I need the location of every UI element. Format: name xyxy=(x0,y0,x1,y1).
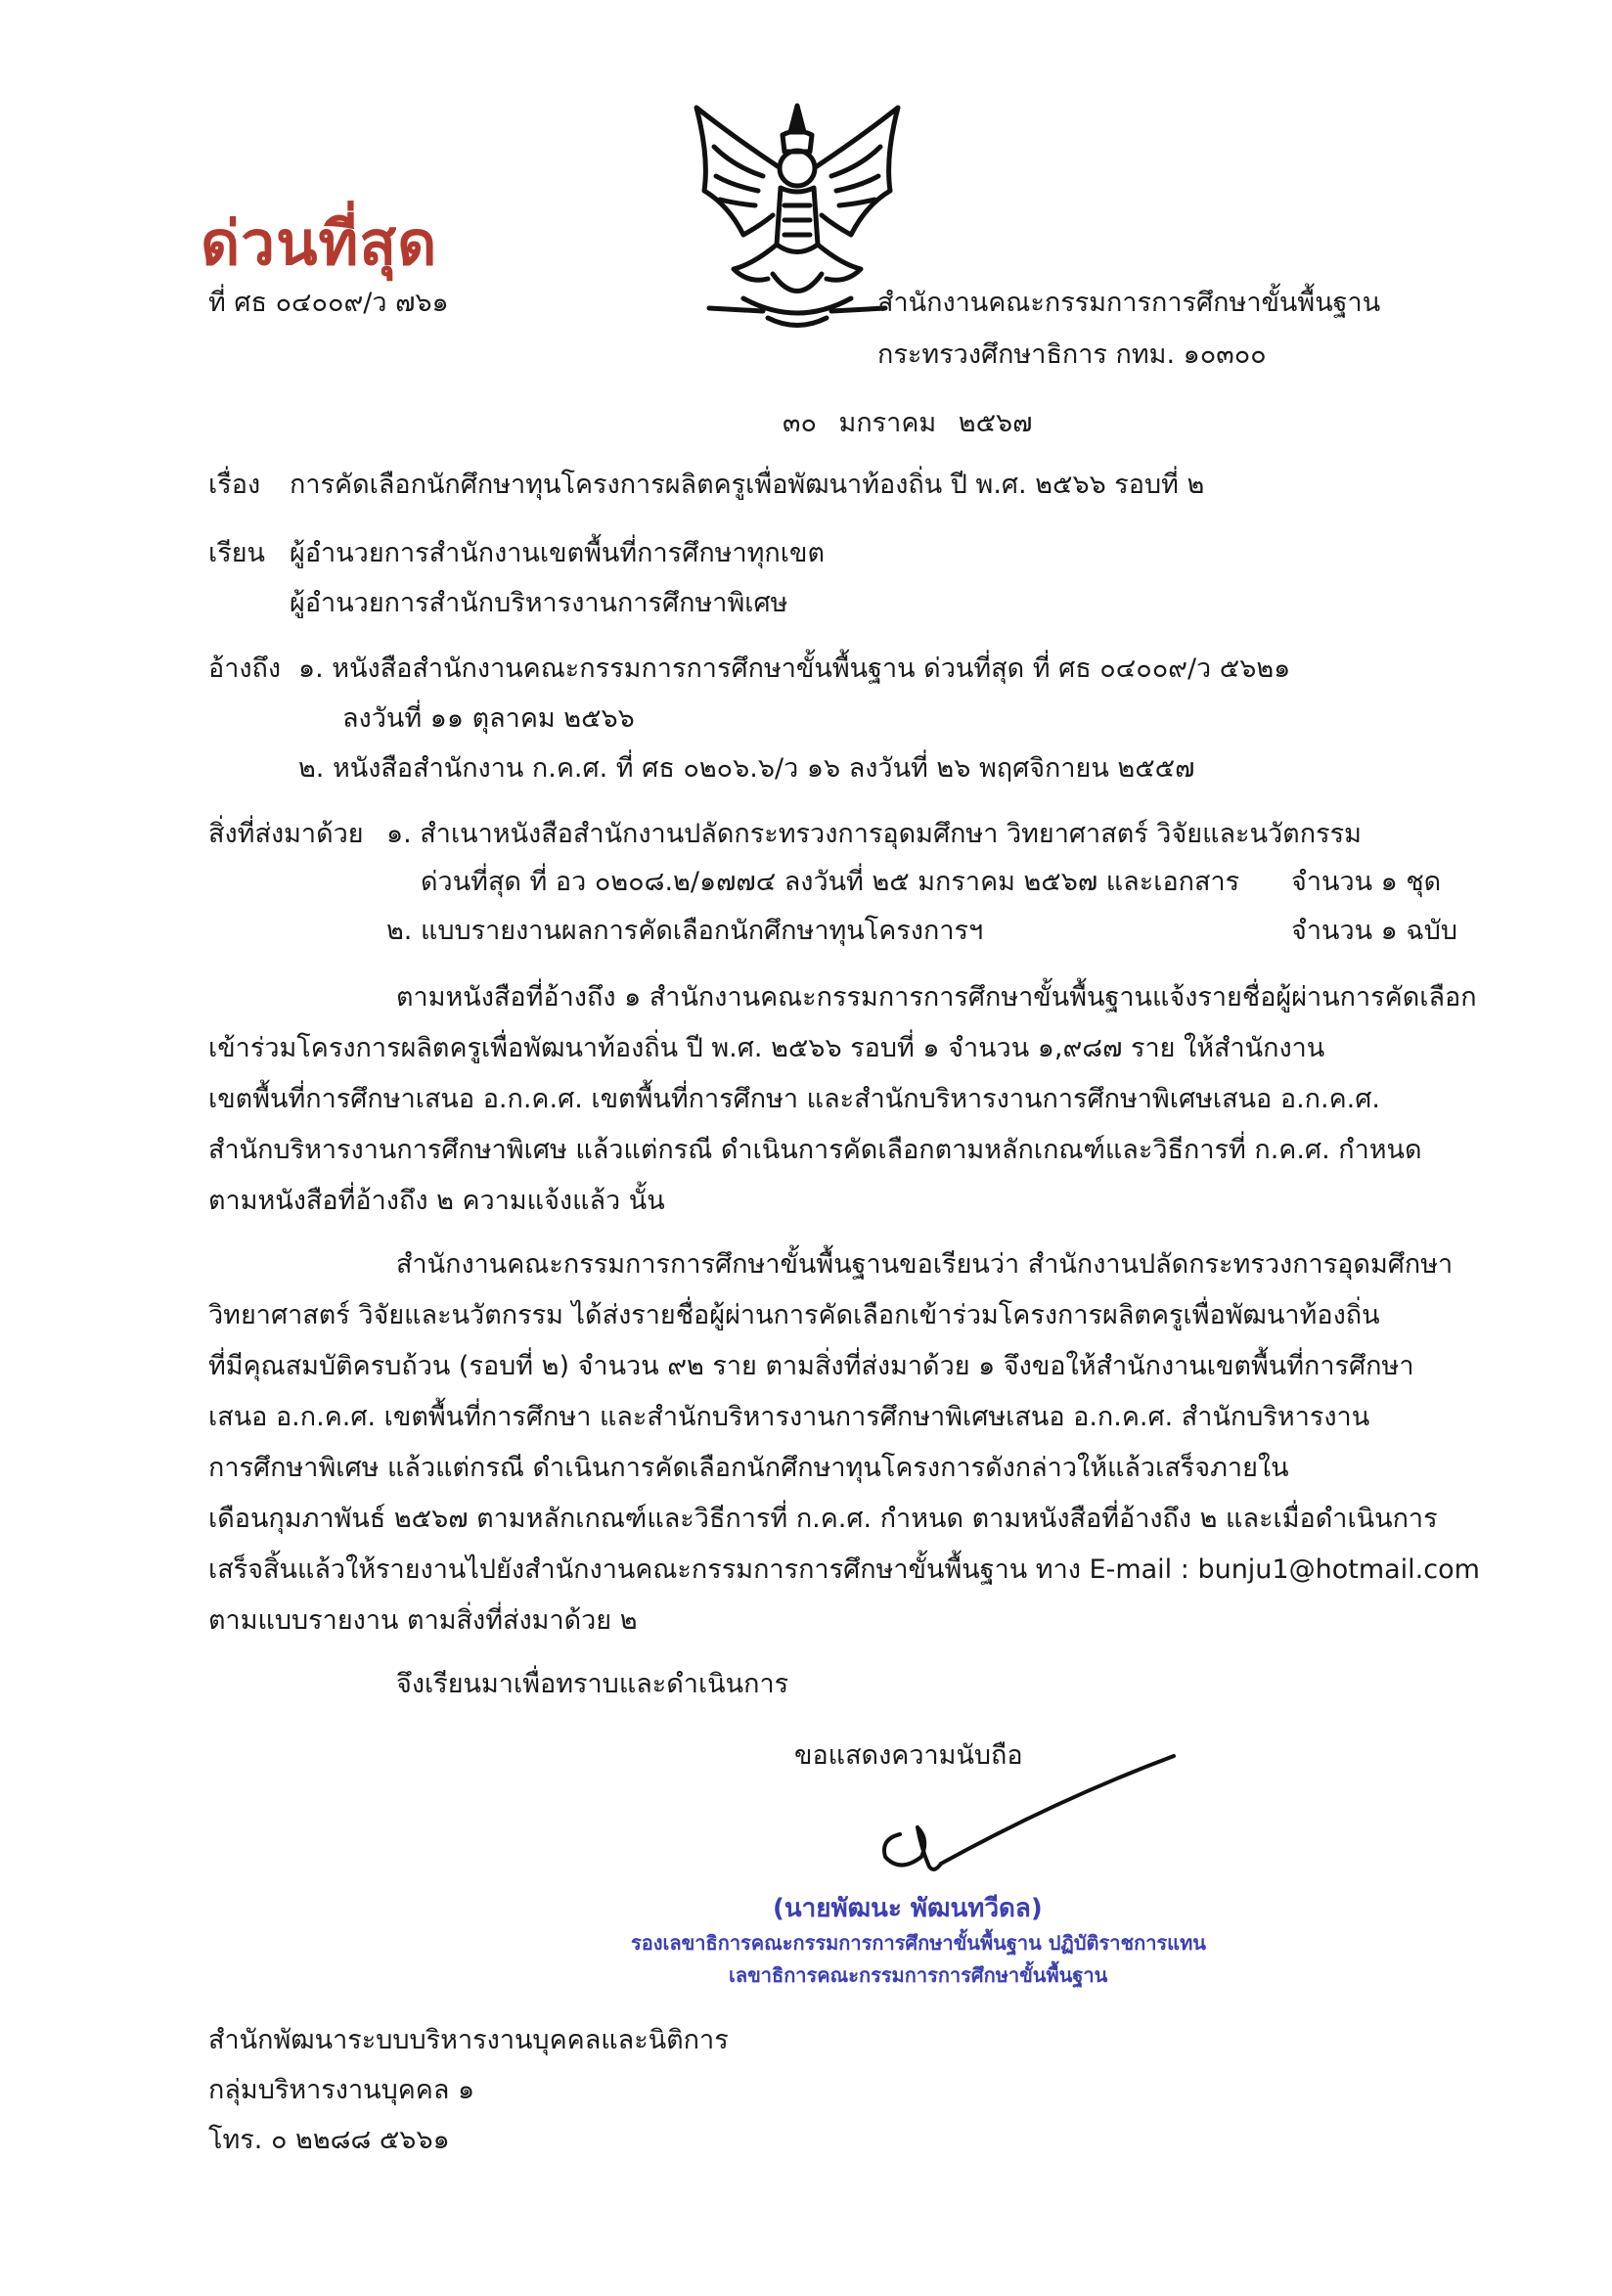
reference-label: อ้างถึง xyxy=(208,653,282,684)
document-number: ที่ ศธ ๐๔๐๐๙/ว ๗๖๑ xyxy=(208,288,449,318)
footer-phone: โทร. ๐ ๒๒๘๘ ๕๖๖๑ xyxy=(208,2125,450,2155)
office-address: กระทรวงศึกษาธิการ กทม. ๑๐๓๐๐ xyxy=(877,339,1267,370)
recipient-label: เรียน xyxy=(208,538,266,568)
paragraph-1-line: ตามหนังสือที่อ้างถึง ๒ ความแจ้งแล้ว นั้น xyxy=(208,1186,665,1216)
reference-item-2: ๒. หนังสือสำนักงาน ก.ค.ศ. ที่ ศธ ๐๒๐๖.๖/ว ๑๖ ลงวันที่ ๒๖ พฤศจิกายน ๒๕๕๗ xyxy=(298,753,1195,784)
document-date: ๓๐ มกราคม ๒๕๖๗ xyxy=(783,408,1033,438)
signer-title: รองเลขาธิการคณะกรรมการการศึกษาขั้นพื้นฐาน ปฏิบัติราชการแทน xyxy=(631,1931,1206,1955)
paragraph-2-line: วิทยาศาสตร์ วิจัยและนวัตกรรม ได้ส่งรายชื่อผู้ผ่านการคัดเลือกเข้าร่วมโครงการผลิตครูเพื่อพัฒนาท้องถิ่น xyxy=(208,1300,1380,1330)
signer-name: (นายพัฒนะ พัฒนทวีดล) xyxy=(773,1894,1043,1923)
footer-department: สำนักพัฒนาระบบบริหารงานบุคคลและนิติการ xyxy=(208,2025,729,2055)
paragraph-2-line: สำนักงานคณะกรรมการการศึกษาขั้นพื้นฐานขอเรียนว่า สำนักงานปลัดกระทรวงการอุดมศึกษา xyxy=(396,1249,1454,1280)
paragraph-2-line: เสร็จสิ้นแล้วให้รายงานไปยังสำนักงานคณะกรรมการการศึกษาขั้นพื้นฐาน ทาง E-mail : bunju1@hotmail.com xyxy=(208,1554,1480,1585)
enclosure-item-1-quantity: จำนวน ๑ ชุด xyxy=(1291,867,1442,897)
paragraph-1-line: สำนักบริหารงานการศึกษาพิเศษ แล้วแต่กรณี ดำเนินการคัดเลือกตามหลักเกณฑ์และวิธีการที่ ก.ค.ศ. กำหนด xyxy=(208,1135,1422,1165)
urgency-stamp: ด่วนที่สุด xyxy=(201,207,438,279)
enclosure-item-2: ๒. แบบรายงานผลการคัดเลือกนักศึกษาทุนโครงการฯ xyxy=(386,916,984,946)
subject-label: เรื่อง xyxy=(208,470,261,500)
enclosure-item-1: ๑. สำเนาหนังสือสำนักงานปลัดกระทรวงการอุดมศึกษา วิทยาศาสตร์ วิจัยและนวัตกรรม xyxy=(386,819,1362,849)
signer-position: เลขาธิการคณะกรรมการการศึกษาขั้นพื้นฐาน xyxy=(729,1963,1108,1987)
enclosure-item-2-quantity: จำนวน ๑ ฉบับ xyxy=(1291,916,1458,946)
subject-text: การคัดเลือกนักศึกษาทุนโครงการผลิตครูเพื่อพัฒนาท้องถิ่น ปี พ.ศ. ๒๕๖๖ รอบที่ ๒ xyxy=(290,470,1205,500)
office-name: สำนักงานคณะกรรมการการศึกษาขั้นพื้นฐาน xyxy=(877,288,1381,318)
paragraph-2-line: ที่มีคุณสมบัติครบถ้วน (รอบที่ ๒) จำนวน ๙๒ ราย ตามสิ่งที่ส่งมาด้วย ๑ จึงขอให้สำนักงานเขตพื้นที่การศึกษา xyxy=(208,1351,1414,1381)
recipient-line-2: ผู้อำนวยการสำนักบริหารงานการศึกษาพิเศษ xyxy=(290,588,788,618)
closing-request: จึงเรียนมาเพื่อทราบและดำเนินการ xyxy=(396,1669,789,1699)
paragraph-2-line: การศึกษาพิเศษ แล้วแต่กรณี ดำเนินการคัดเลือกนักศึกษาทุนโครงการดังกล่าวให้แล้วเสร็จภายใน xyxy=(208,1453,1289,1483)
enclosures-label: สิ่งที่ส่งมาด้วย xyxy=(208,819,364,849)
paragraph-1-line: เขตพื้นที่การศึกษาเสนอ อ.ก.ค.ศ. เขตพื้นที่การศึกษา และสำนักบริหารงานการศึกษาพิเศษเสนอ อ.ก.ค.ศ. xyxy=(208,1084,1380,1114)
reference-item-1-date: ลงวันที่ ๑๑ ตุลาคม ๒๕๖๖ xyxy=(342,703,635,734)
paragraph-1-line: เข้าร่วมโครงการผลิตครูเพื่อพัฒนาท้องถิ่น ปี พ.ศ. ๒๕๖๖ รอบที่ ๑ จำนวน ๑,๙๘๗ ราย ให้สำนักงาน xyxy=(208,1033,1325,1063)
reference-item-1: ๑. หนังสือสำนักงานคณะกรรมการการศึกษาขั้นพื้นฐาน ด่วนที่สุด ที่ ศธ ๐๔๐๐๙/ว ๕๖๒๑ xyxy=(298,653,1291,684)
paragraph-2-line: เดือนกุมภาพันธ์ ๒๕๖๗ ตามหลักเกณฑ์และวิธีการที่ ก.ค.ศ. กำหนด ตามหนังสือที่อ้างถึง ๒ และเมื่อดำเนินการ xyxy=(208,1504,1438,1534)
handwritten-signature xyxy=(861,1741,1184,1888)
paragraph-2-line: เสนอ อ.ก.ค.ศ. เขตพื้นที่การศึกษา และสำนักบริหารงานการศึกษาพิเศษเสนอ อ.ก.ค.ศ. สำนักบริหารงาน xyxy=(208,1402,1370,1432)
enclosure-item-1-detail: ด่วนที่สุด ที่ อว ๐๒๐๘.๒/๑๗๗๔ ลงวันที่ ๒๕ มกราคม ๒๕๖๗ และเอกสาร xyxy=(421,867,1240,897)
footer-division: กลุ่มบริหารงานบุคคล ๑ xyxy=(208,2075,475,2105)
recipient-line-1: ผู้อำนวยการสำนักงานเขตพื้นที่การศึกษาทุกเขต xyxy=(290,538,825,568)
salutation: ขอแสดงความนับถือ xyxy=(794,1740,1023,1771)
paragraph-2-line: ตามแบบรายงาน ตามสิ่งที่ส่งมาด้วย ๒ xyxy=(208,1605,638,1636)
paragraph-1-line: ตามหนังสือที่อ้างถึง ๑ สำนักงานคณะกรรมการการศึกษาขั้นพื้นฐานแจ้งรายชื่อผู้ผ่านการคัดเลือก xyxy=(396,982,1477,1013)
